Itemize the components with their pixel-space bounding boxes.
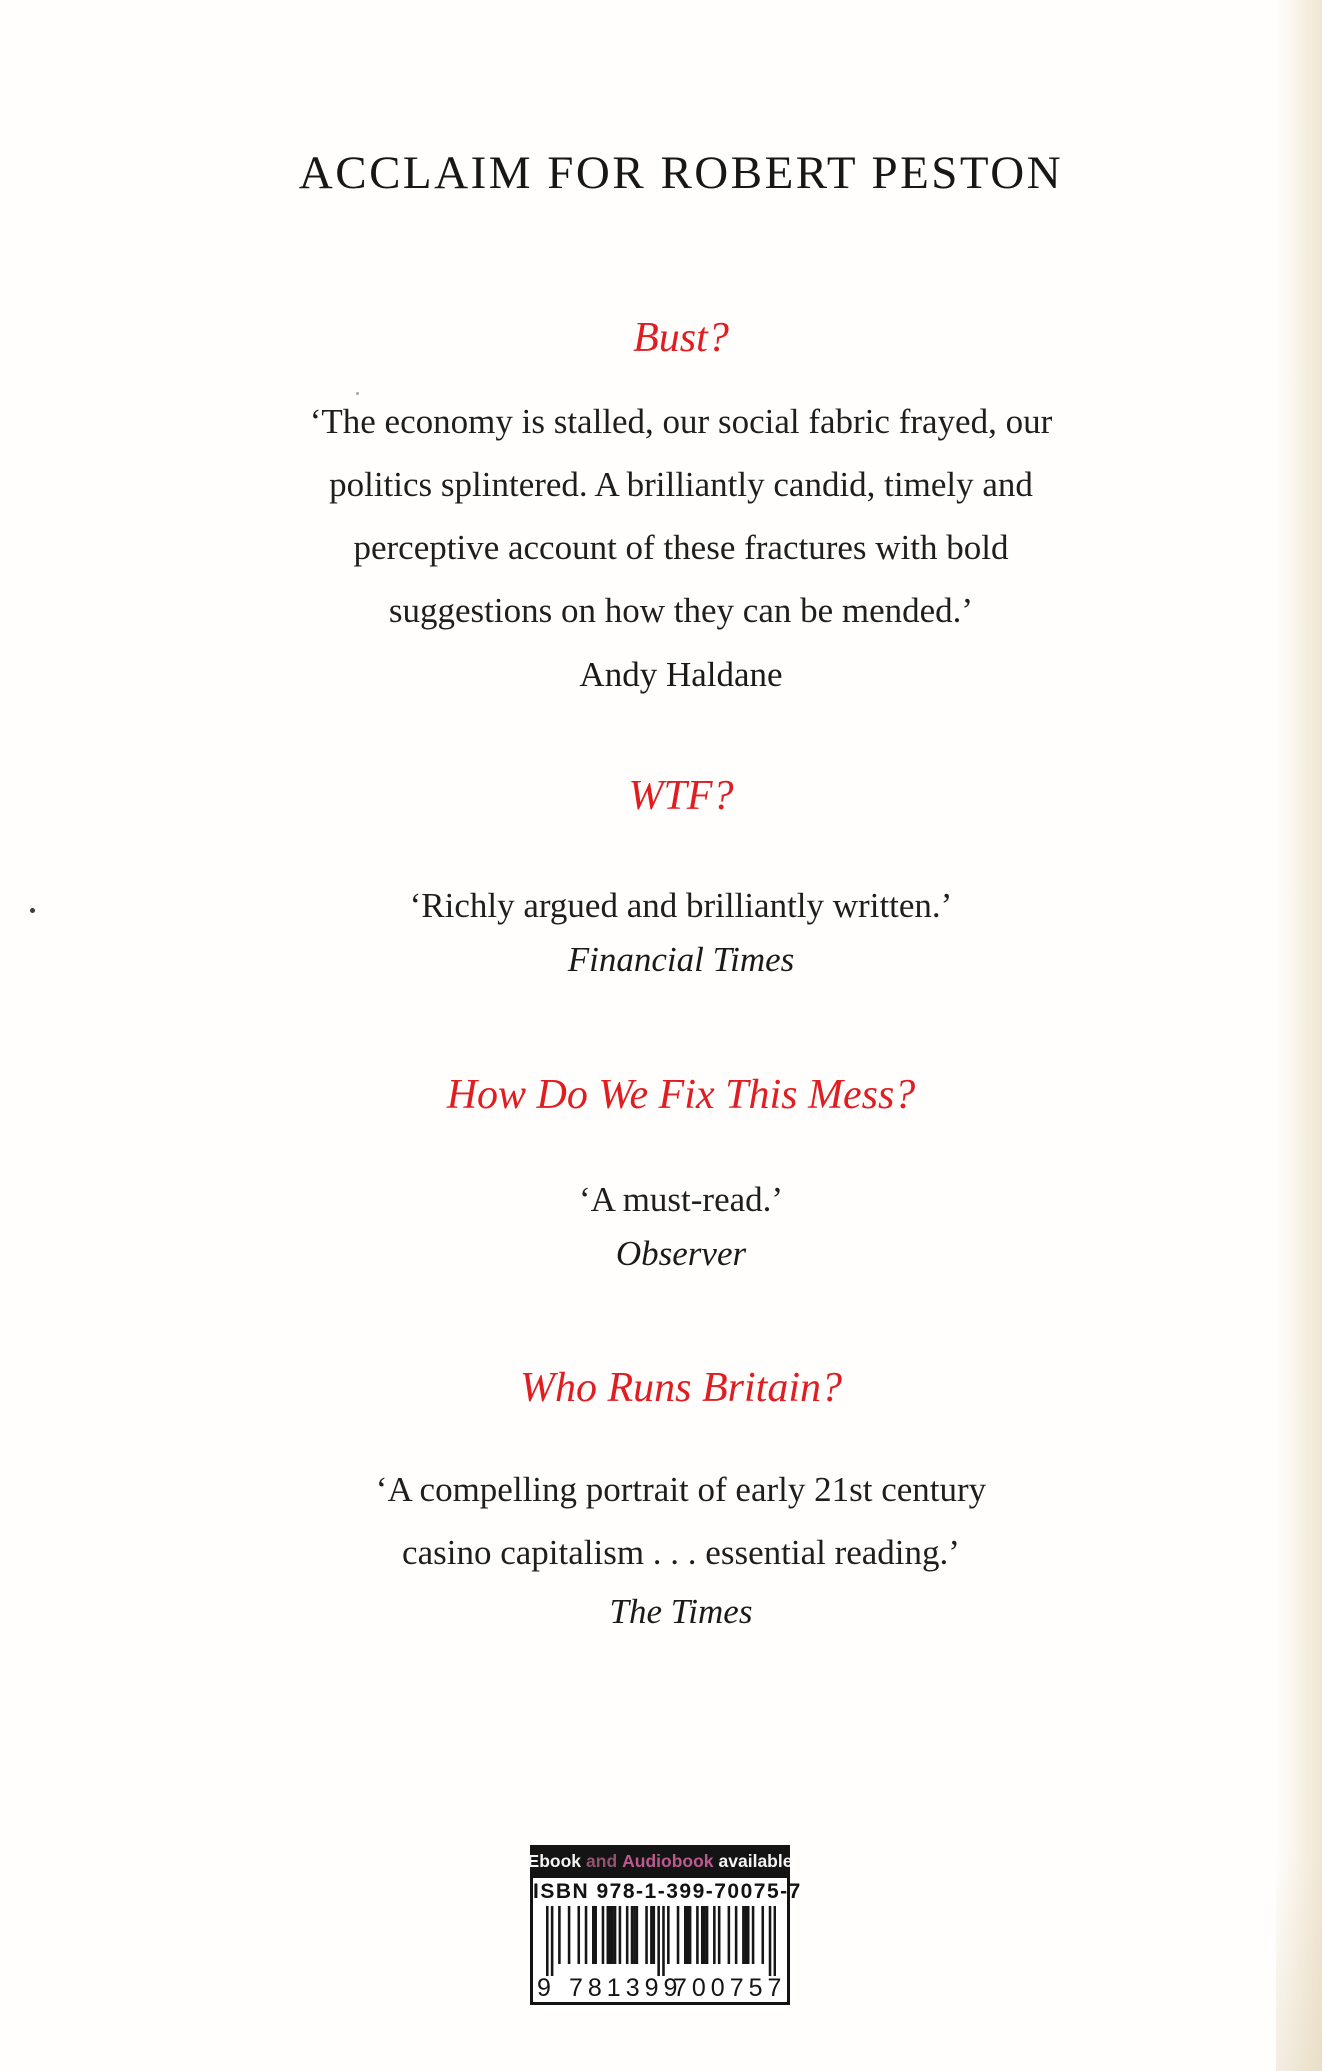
attribution-observer: Observer — [615, 1234, 747, 1273]
section-heading-bust: Bust? — [633, 315, 729, 361]
isbn-barcode-label — [527, 1845, 802, 2005]
band-word-ebook: Ebook — [527, 1850, 582, 1871]
band-word-audiobook: Audiobook — [622, 1850, 714, 1871]
quote-line: ‘Richly argued and brilliantly written.’ — [409, 886, 953, 925]
barcode-body — [530, 1878, 802, 2005]
barcode-digit-left: 9 — [537, 1974, 556, 2002]
print-speck — [356, 392, 359, 395]
acclaim-text-block — [40, 0, 1322, 2071]
attribution-andy-haldane: Andy Haldane — [579, 655, 783, 694]
quote-line: suggestions on how they can be mended.’ — [388, 591, 974, 630]
quote-line: perceptive account of these fractures with bold — [353, 528, 1009, 567]
band-word-available: available — [718, 1850, 793, 1871]
band-word-and: and — [586, 1850, 618, 1871]
ebook-audiobook-band — [527, 1845, 793, 1878]
quote-line: politics splintered. A brilliantly candid, timely and — [329, 465, 1033, 504]
isbn-number: ISBN 978-1-399-70075-7 — [533, 1880, 802, 1903]
section-heading-how-do-we-fix-this-mess: How Do We Fix This Mess? — [446, 1072, 916, 1118]
barcode-digits — [533, 1974, 787, 2001]
section-heading-who-runs-britain: Who Runs Britain? — [520, 1365, 842, 1411]
quote-line: casino capitalism . . . essential reading.’ — [402, 1533, 960, 1572]
attribution-financial-times: Financial Times — [567, 940, 795, 979]
barcode-bars — [546, 1906, 776, 1976]
attribution-the-times: The Times — [609, 1592, 753, 1631]
print-speck — [30, 908, 35, 913]
quote-line: ‘The economy is stalled, our social fabric frayed, our — [309, 402, 1053, 441]
quote-line: ‘A must-read.’ — [578, 1180, 784, 1219]
section-heading-wtf: WTF? — [628, 773, 734, 819]
barcode-digit-group2: 700757 — [673, 1974, 787, 2002]
quote-line: ‘A compelling portrait of early 21st century — [375, 1470, 987, 1509]
barcode-digit-group1: 781399 — [569, 1974, 683, 2002]
page-title: ACCLAIM FOR ROBERT PESTON — [298, 147, 1064, 199]
